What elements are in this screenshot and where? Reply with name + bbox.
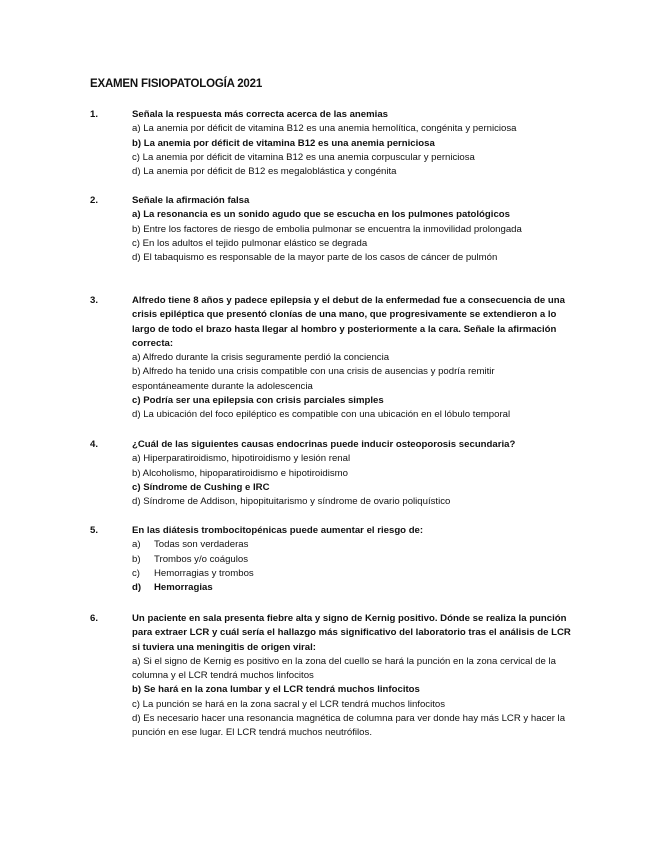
option-a: a) Hiperparatiroidismo, hipotiroidismo y lesión renal (132, 453, 351, 465)
option-a (132, 538, 572, 552)
option-d: d) La anemia por déficit de B12 es megaloblástica y congénita (132, 166, 397, 178)
option-letter: c) (132, 567, 140, 579)
question-3 (90, 294, 572, 423)
option-a-correct: a) La resonancia es un sonido agudo que se escucha en los pulmones patológicos (132, 209, 510, 221)
question-number: 2. (90, 195, 99, 206)
option-d: d) La ubicación del foco epiléptico es compatible con una ubicación en el lóbulo temporal (132, 409, 511, 421)
question-2 (90, 194, 572, 265)
question-number: 6. (90, 613, 99, 624)
option-text: Hemorragias (154, 582, 213, 594)
option-b: b) Entre los factores de riesgo de embolia pulmonar se encuentra la inmovilidad prolongada (132, 223, 522, 235)
option-b: b) Alfredo ha tenido una crisis compatible con una crisis de ausencias y podría remitir espontáneamente durante la adolescencia (132, 366, 495, 392)
document-title: EXAMEN FISIOPATOLOGÍA 2021 (90, 78, 263, 90)
question-stem: Alfredo tiene 8 años y padece epilepsia y el debut de la enfermedad fue a consecuencia de una crisis epiléptica que presentó clonías de una mano, que progresivamente se extendieron a lo largo de todo el brazo hasta llegar al hombro y posteriormente a la cara. Señale la afirmación correcta: (132, 295, 565, 349)
option-text: Hemorragias y trombos (154, 567, 254, 579)
question-1 (90, 108, 572, 179)
question-5 (90, 524, 572, 595)
option-d-correct (132, 581, 572, 595)
option-b-correct: b) La anemia por déficit de vitamina B12 es una anemia perniciosa (132, 137, 435, 149)
question-number: 1. (90, 109, 99, 120)
question-number: 3. (90, 295, 99, 306)
option-c: c) La anemia por déficit de vitamina B12 es una anemia corpuscular y perniciosa (132, 151, 475, 163)
option-letter: d) (132, 582, 142, 594)
question-4 (90, 438, 572, 509)
option-b (132, 553, 572, 567)
option-b-correct: b) Se hará en la zona lumbar y el LCR tendrá muchos linfocitos (132, 684, 420, 696)
option-d: d) Síndrome de Addison, hipopituitarismo y síndrome de ovario poliquístico (132, 496, 451, 508)
question-stem: En las diátesis trombocitopénicas puede aumentar el riesgo de: (132, 525, 424, 536)
question-number: 4. (90, 439, 99, 450)
option-a: a) La anemia por déficit de vitamina B12 es una anemia hemolítica, congénita y perniciosa (132, 123, 517, 135)
question-stem: Un paciente en sala presenta fiebre alta y signo de Kernig positivo. Dónde se realiza la punción para extraer LCR y cuál sería el hallazgo más significativo del laboratorio tras el análisis de LCR si tuviera una meningitis de origen viral: (132, 613, 571, 653)
option-c: c) La punción se hará en la zona sacral y el LCR tendrá muchos linfocitos (132, 698, 446, 710)
option-c (132, 567, 572, 581)
option-a: a) Alfredo durante la crisis seguramente perdió la conciencia (132, 352, 390, 364)
option-c-correct: c) Síndrome de Cushing e IRC (132, 481, 270, 493)
option-a: a) Si el signo de Kernig es positivo en la zona del cuello se hará la punción en la zona cervical de la columna y el LCR tendrá muchos linfocitos (132, 655, 556, 682)
question-number: 5. (90, 525, 99, 536)
question-stem: Señale la afirmación falsa (132, 195, 250, 206)
question-stem: Señala la respuesta más correcta acerca de las anemias (132, 109, 388, 120)
option-text: Trombos y/o coágulos (154, 553, 249, 565)
question-6 (90, 612, 572, 741)
option-c: c) En los adultos el tejido pulmonar elástico se degrada (132, 237, 368, 249)
option-text: Todas son verdaderas (154, 539, 249, 551)
option-b: b) Alcoholismo, hipoparatiroidismo e hipotiroidismo (132, 467, 348, 479)
question-stem: ¿Cuál de las siguientes causas endocrinas puede inducir osteoporosis secundaria? (132, 439, 516, 450)
option-letter: b) (132, 553, 141, 565)
option-d: d) Es necesario hacer una resonancia magnética de columna para ver donde hay más LCR y hacer la punción en ese lugar. El LCR tendrá muchos neutrófilos. (132, 713, 566, 739)
option-c-correct: c) Podría ser una epilepsia con crisis parciales simples (132, 395, 384, 407)
option-letter: a) (132, 539, 141, 551)
option-d: d) El tabaquismo es responsable de la mayor parte de los casos de cáncer de pulmón (132, 252, 498, 264)
